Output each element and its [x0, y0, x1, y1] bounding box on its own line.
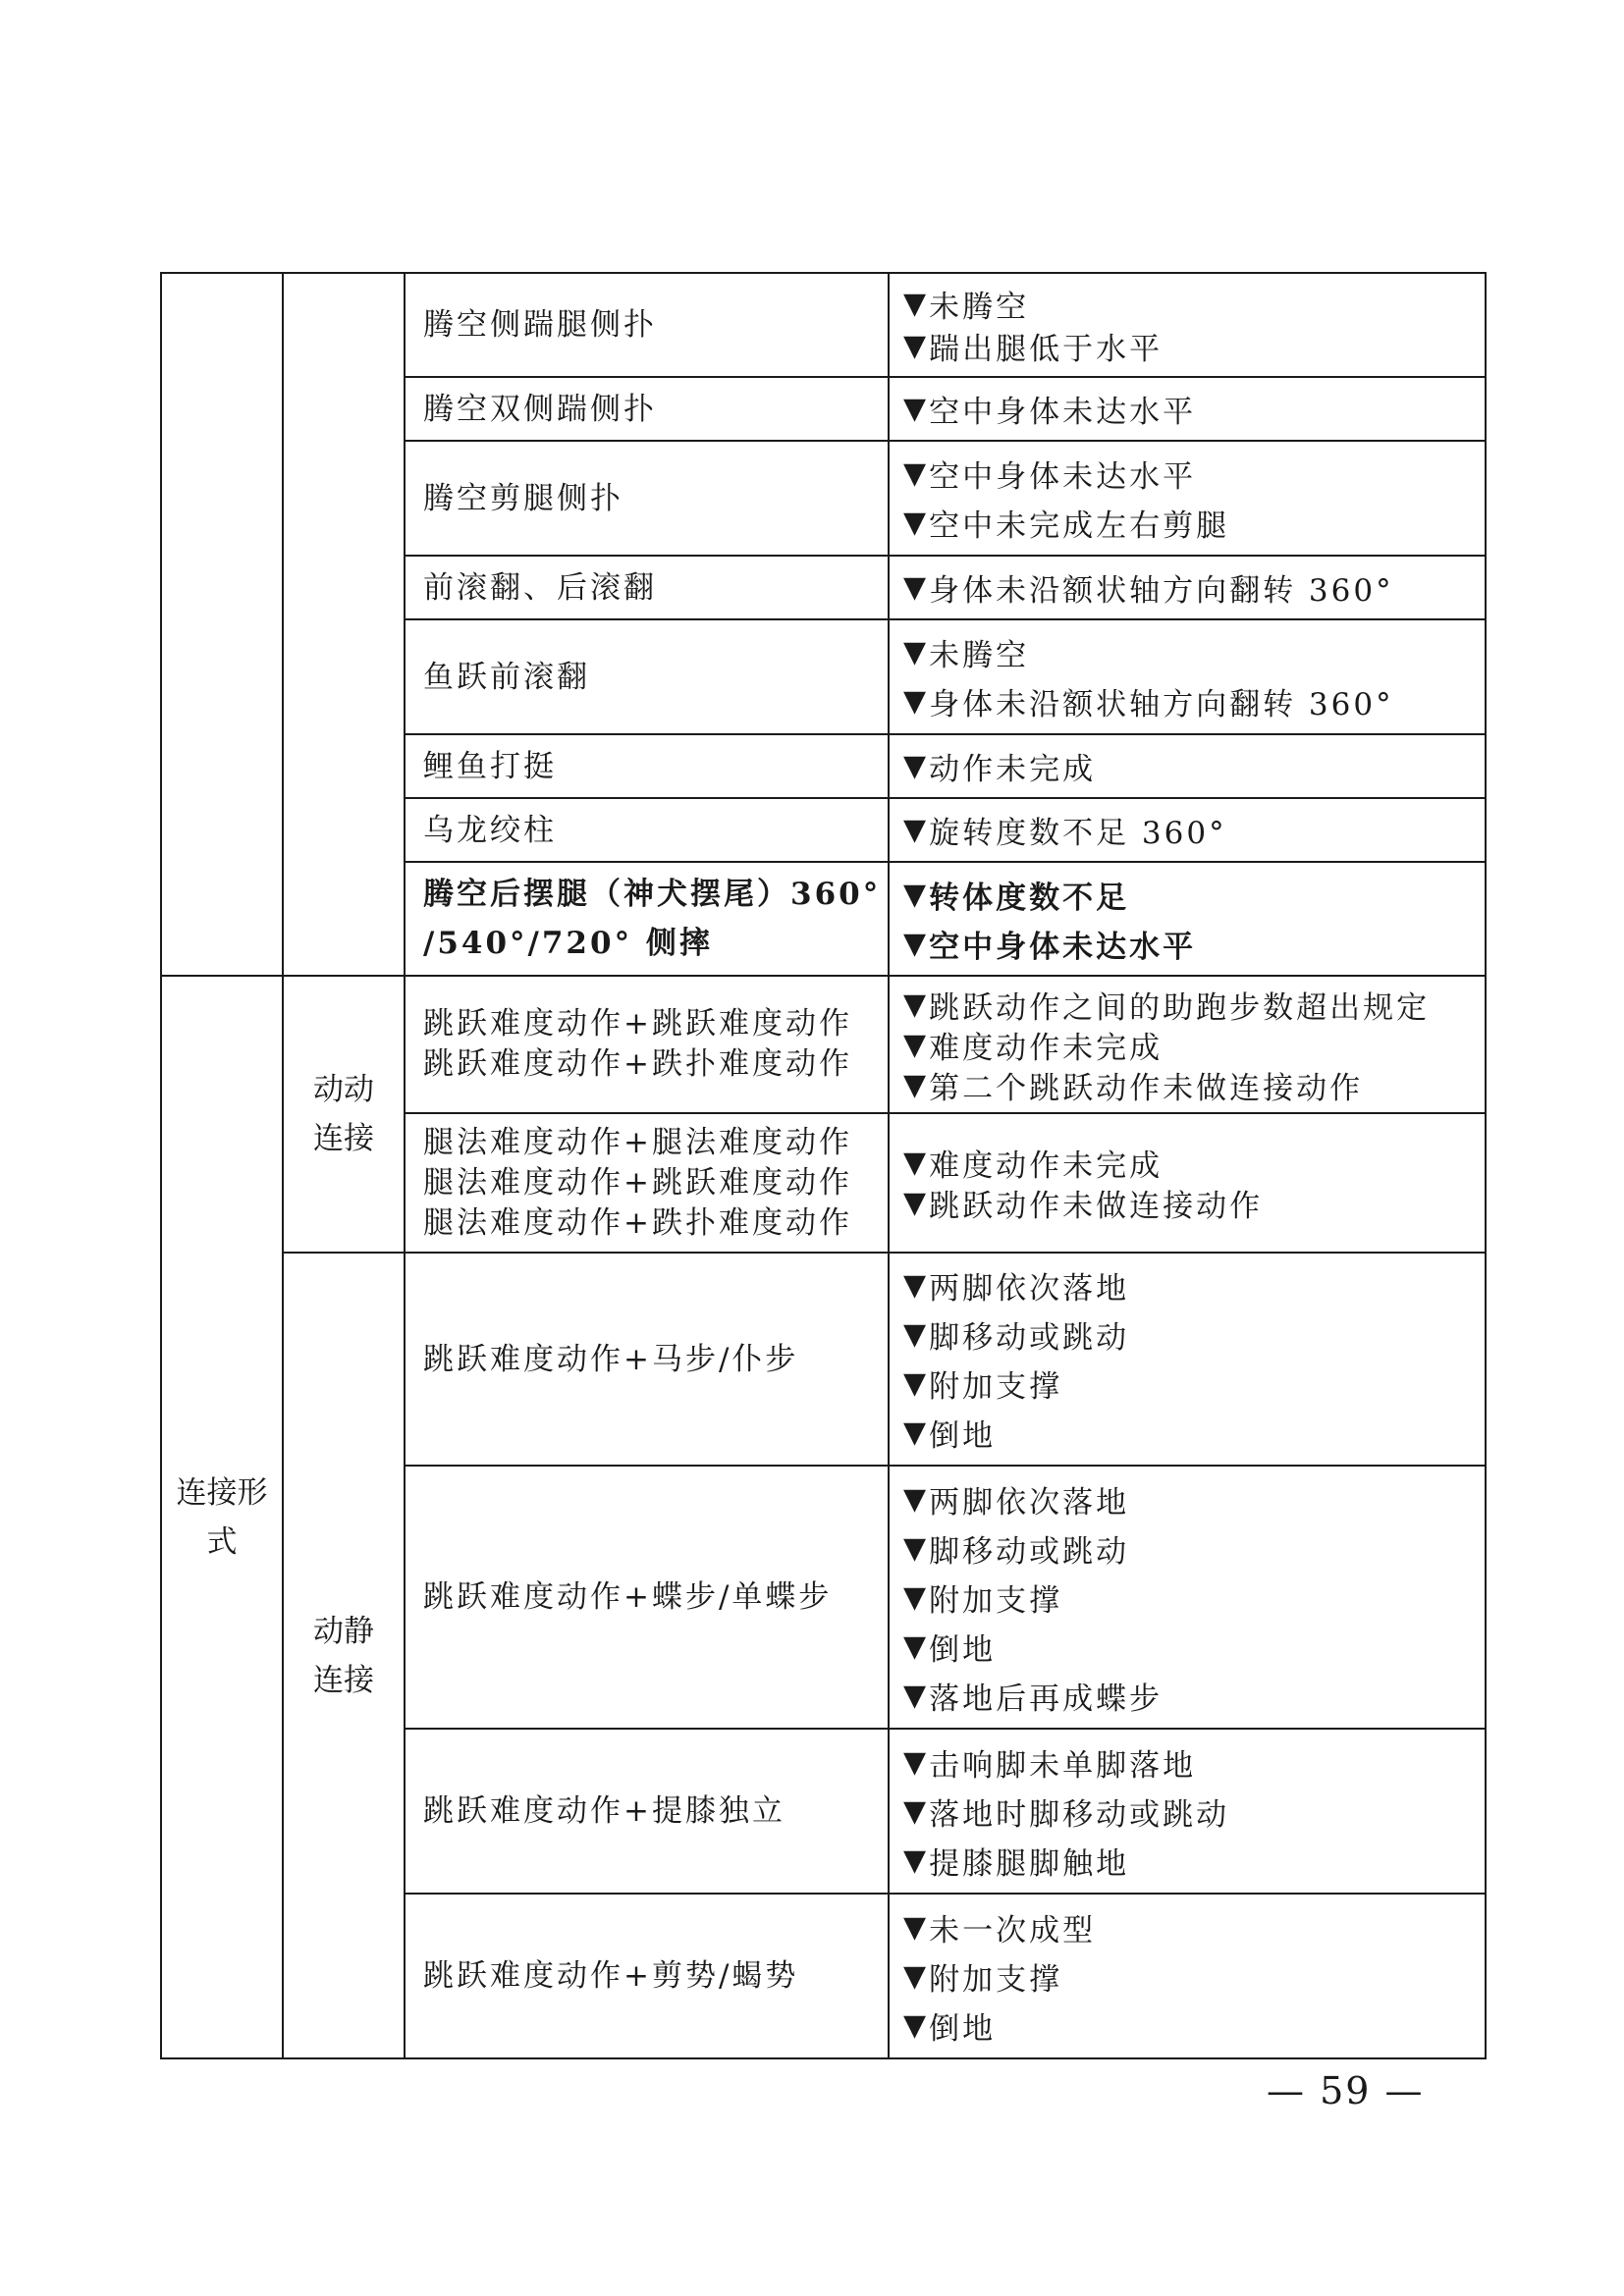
subcategory-label-text: 动动: [313, 1072, 374, 1107]
criteria-cell: [889, 377, 1486, 441]
action-text: 跳跃难度动作+马步/仆步: [423, 1341, 799, 1377]
action-text: 腾空双侧踹侧扑: [423, 391, 657, 427]
criteria-text: 脚移动或跳动: [929, 1533, 1130, 1570]
criteria-item: [903, 385, 1485, 434]
criteria-item: [903, 325, 1485, 367]
triangle-bullet-icon: ▼: [903, 1186, 927, 1220]
triangle-bullet-icon: ▼: [903, 506, 927, 540]
empty-category-cell: [161, 273, 283, 976]
action-text: 跳跃难度动作+剪势/蝎势: [423, 1958, 799, 1994]
criteria-text: 落地时脚移动或跳动: [929, 1796, 1230, 1833]
table-row: [161, 1253, 1486, 1466]
criteria-item: [903, 1065, 1485, 1105]
action-cell: [405, 273, 889, 377]
triangle-bullet-icon: ▼: [903, 1027, 927, 1062]
criteria-item: [903, 563, 1485, 613]
triangle-bullet-icon: ▼: [903, 1366, 927, 1401]
action-text: 跳跃难度动作+提膝独立: [423, 1793, 785, 1829]
criteria-item: [903, 742, 1485, 791]
criteria-item: [903, 1183, 1485, 1223]
action-text: 腿法难度动作+腿法难度动作: [423, 1124, 852, 1160]
criteria-item: [903, 1622, 1485, 1671]
criteria-item: [903, 919, 1485, 968]
triangle-bullet-icon: ▼: [903, 1744, 927, 1780]
action-cell: [405, 556, 889, 619]
criteria-cell: [889, 441, 1486, 556]
action-text: 跳跃难度动作+跳跃难度动作: [423, 1006, 852, 1041]
action-text: /540°/720° 侧摔: [423, 926, 713, 961]
criteria-cell: [889, 976, 1486, 1113]
triangle-bullet-icon: ▼: [903, 1146, 927, 1180]
criteria-cell: [889, 1253, 1486, 1466]
criteria-item: [903, 1310, 1485, 1360]
category-label: [161, 976, 283, 2058]
criteria-item: [903, 2001, 1485, 2050]
triangle-bullet-icon: ▼: [903, 329, 927, 363]
criteria-cell: [889, 1466, 1486, 1729]
subcategory-label-text: 连接: [313, 1662, 374, 1698]
criteria-item: [903, 1025, 1485, 1065]
criteria-cell: [889, 619, 1486, 734]
criteria-text: 空中身体未达水平: [929, 929, 1197, 965]
criteria-text: 两脚依次落地: [929, 1484, 1130, 1521]
triangle-bullet-icon: ▼: [903, 570, 927, 605]
triangle-bullet-icon: ▼: [903, 987, 927, 1022]
triangle-bullet-icon: ▼: [903, 1067, 927, 1102]
category-label-text: 式: [206, 1523, 238, 1560]
criteria-cell: [889, 273, 1486, 377]
criteria-text: 空中身体未达水平: [929, 459, 1197, 495]
criteria-text: 跳跃动作之间的助跑步数超出规定: [929, 989, 1431, 1026]
action-cell: [405, 1729, 889, 1894]
action-cell: [405, 441, 889, 556]
criteria-cell: [889, 1729, 1486, 1894]
criteria-item: [903, 499, 1485, 548]
triangle-bullet-icon: ▼: [903, 392, 927, 426]
criteria-item: [903, 870, 1485, 919]
criteria-text: 旋转度数不足 360°: [929, 816, 1227, 851]
triangle-bullet-icon: ▼: [903, 749, 927, 783]
table-row: [161, 976, 1486, 1113]
criteria-item: [903, 628, 1485, 677]
rules-table-body: [161, 273, 1486, 2058]
criteria-item: [903, 1836, 1485, 1885]
criteria-item: [903, 1143, 1485, 1183]
criteria-item: [903, 1523, 1485, 1573]
criteria-item: [903, 1360, 1485, 1409]
action-text: 腾空侧踹腿侧扑: [423, 307, 657, 343]
triangle-bullet-icon: ▼: [903, 1793, 927, 1829]
criteria-text: 空中未完成左右剪腿: [929, 508, 1230, 544]
criteria-cell: [889, 798, 1486, 862]
criteria-item: [903, 1261, 1485, 1310]
action-cell: [405, 734, 889, 798]
criteria-text: 动作未完成: [929, 752, 1097, 787]
subcategory-label: [283, 1253, 405, 2058]
triangle-bullet-icon: ▼: [903, 2007, 927, 2043]
criteria-text: 难度动作未完成: [929, 1148, 1164, 1184]
criteria-text: 两脚依次落地: [929, 1271, 1130, 1307]
criteria-cell: [889, 862, 1486, 976]
page-number: — 59 —: [1267, 2069, 1425, 2112]
action-cell: [405, 377, 889, 441]
action-cell: [405, 1894, 889, 2058]
triangle-bullet-icon: ▼: [903, 1268, 927, 1303]
criteria-item: [903, 1737, 1485, 1787]
criteria-text: 难度动作未完成: [929, 1030, 1164, 1066]
action-cell: [405, 862, 889, 976]
criteria-item: [903, 1951, 1485, 2001]
criteria-cell: [889, 1113, 1486, 1253]
triangle-bullet-icon: ▼: [903, 813, 927, 847]
action-cell: [405, 1466, 889, 1729]
criteria-item: [903, 1902, 1485, 1951]
action-text: 腿法难度动作+跌扑难度动作: [423, 1204, 852, 1241]
triangle-bullet-icon: ▼: [903, 1958, 927, 1994]
triangle-bullet-icon: ▼: [903, 1317, 927, 1352]
subcategory-label: [283, 976, 405, 1253]
criteria-text: 提膝腿脚触地: [929, 1845, 1130, 1882]
action-cell: [405, 1253, 889, 1466]
triangle-bullet-icon: ▼: [903, 684, 927, 719]
criteria-cell: [889, 556, 1486, 619]
criteria-item: [903, 677, 1485, 726]
criteria-text: 倒地: [929, 2010, 997, 2047]
table-row: [161, 273, 1486, 377]
criteria-item: [903, 450, 1485, 499]
criteria-item: [903, 1787, 1485, 1836]
criteria-item: [903, 985, 1485, 1025]
triangle-bullet-icon: ▼: [903, 287, 927, 321]
action-text: 鱼跃前滚翻: [423, 659, 590, 695]
action-cell: [405, 798, 889, 862]
action-cell: [405, 976, 889, 1113]
criteria-cell: [889, 734, 1486, 798]
triangle-bullet-icon: ▼: [903, 1415, 927, 1450]
triangle-bullet-icon: ▼: [903, 926, 927, 961]
criteria-text: 附加支撑: [929, 1369, 1063, 1405]
action-cell: [405, 619, 889, 734]
criteria-text: 转体度数不足: [929, 880, 1130, 916]
action-text: 腿法难度动作+跳跃难度动作: [423, 1164, 852, 1201]
subcategory-label-text: 连接: [313, 1121, 374, 1156]
criteria-text: 空中身体未达水平: [929, 395, 1197, 430]
triangle-bullet-icon: ▼: [903, 1842, 927, 1878]
triangle-bullet-icon: ▼: [903, 1909, 927, 1945]
criteria-text: 附加支撑: [929, 1961, 1063, 1998]
criteria-text: 落地后再成蝶步: [929, 1681, 1164, 1717]
triangle-bullet-icon: ▼: [903, 1481, 927, 1517]
criteria-item: [903, 1671, 1485, 1720]
criteria-text: 未腾空: [929, 290, 1030, 325]
criteria-text: 未腾空: [929, 638, 1030, 673]
criteria-item: [903, 1474, 1485, 1523]
action-text: 乌龙绞柱: [423, 812, 557, 848]
triangle-bullet-icon: ▼: [903, 1530, 927, 1566]
criteria-text: 击响脚未单脚落地: [929, 1747, 1197, 1784]
action-text: 跳跃难度动作+跌扑难度动作: [423, 1046, 852, 1082]
triangle-bullet-icon: ▼: [903, 1678, 927, 1713]
criteria-text: 第二个跳跃动作未做连接动作: [929, 1070, 1364, 1106]
empty-subcategory-cell: [283, 273, 405, 976]
triangle-bullet-icon: ▼: [903, 1629, 927, 1664]
criteria-item: [903, 1573, 1485, 1622]
category-label-text: 连接形: [176, 1474, 268, 1511]
criteria-text: 脚移动或跳动: [929, 1320, 1130, 1356]
criteria-item: [903, 283, 1485, 325]
criteria-text: 跳跃动作未做连接动作: [929, 1189, 1264, 1224]
subcategory-label-text: 动静: [313, 1613, 374, 1649]
criteria-text: 倒地: [929, 1631, 997, 1668]
criteria-cell: [889, 1894, 1486, 2058]
triangle-bullet-icon: ▼: [903, 635, 927, 669]
action-text: 前滚翻、后滚翻: [423, 569, 657, 606]
triangle-bullet-icon: ▼: [903, 1579, 927, 1615]
action-text: 跳跃难度动作+蝶步/单蝶步: [423, 1579, 833, 1615]
triangle-bullet-icon: ▼: [903, 877, 927, 912]
action-text: 鲤鱼打挺: [423, 748, 557, 784]
criteria-text: 附加支撑: [929, 1582, 1063, 1619]
triangle-bullet-icon: ▼: [903, 456, 927, 491]
rules-table: [160, 272, 1487, 2059]
criteria-text: 未一次成型: [929, 1912, 1097, 1949]
action-text: 腾空后摆腿（神犬摆尾）360°: [423, 877, 882, 912]
criteria-text: 身体未沿额状轴方向翻转 360°: [929, 687, 1394, 722]
criteria-item: [903, 806, 1485, 855]
criteria-item: [903, 1409, 1485, 1458]
criteria-text: 倒地: [929, 1418, 997, 1454]
criteria-text: 踹出腿低于水平: [929, 332, 1164, 367]
criteria-text: 身体未沿额状轴方向翻转 360°: [929, 573, 1394, 609]
action-cell: [405, 1113, 889, 1253]
action-text: 腾空剪腿侧扑: [423, 480, 623, 516]
